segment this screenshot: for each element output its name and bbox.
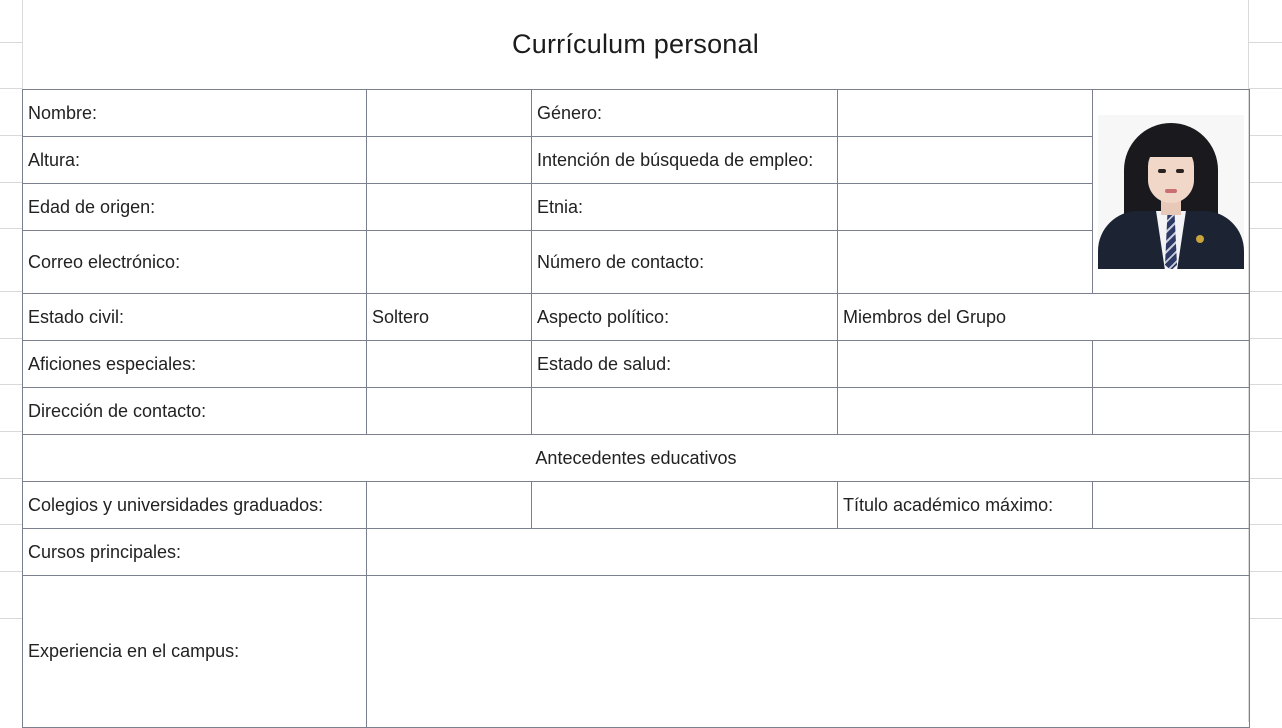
name-value[interactable] <box>367 90 532 137</box>
political-value[interactable]: Miembros del Grupo <box>838 294 1250 341</box>
height-value[interactable] <box>367 137 532 184</box>
email-value[interactable] <box>367 231 532 294</box>
table-row <box>23 294 1250 341</box>
table-row <box>23 137 1250 184</box>
table-row <box>23 576 1250 728</box>
portrait-photo <box>1098 115 1244 269</box>
table-row <box>23 388 1250 435</box>
courses-label[interactable]: Cursos principales: <box>23 529 367 576</box>
table-row <box>23 341 1250 388</box>
table-row <box>23 482 1250 529</box>
table-row <box>23 184 1250 231</box>
degree-value[interactable] <box>1093 482 1250 529</box>
political-label[interactable]: Aspecto político: <box>532 294 838 341</box>
phone-label[interactable]: Número de contacto: <box>532 231 838 294</box>
height-label[interactable]: Altura: <box>23 137 367 184</box>
hobbies-label[interactable]: Aficiones especiales: <box>23 341 367 388</box>
education-section-header[interactable]: Antecedentes educativos <box>23 435 1250 482</box>
gender-label[interactable]: Género: <box>532 90 838 137</box>
email-label[interactable]: Correo electrónico: <box>23 231 367 294</box>
campus-experience-value[interactable] <box>367 576 1250 728</box>
document-title[interactable]: Currículum personal <box>512 29 759 59</box>
empty-cell[interactable] <box>532 388 838 435</box>
job-intention-label[interactable]: Intención de búsqueda de empleo: <box>532 137 838 184</box>
schools-value[interactable] <box>367 482 532 529</box>
phone-value[interactable] <box>838 231 1093 294</box>
origin-age-value[interactable] <box>367 184 532 231</box>
health-value[interactable] <box>838 341 1093 388</box>
gender-value[interactable] <box>838 90 1093 137</box>
ethnicity-value[interactable] <box>838 184 1093 231</box>
table-row <box>23 529 1250 576</box>
marital-status-value[interactable]: Soltero <box>367 294 532 341</box>
schools-label[interactable]: Colegios y universidades graduados: <box>23 482 367 529</box>
ethnicity-label[interactable]: Etnia: <box>532 184 838 231</box>
degree-label[interactable]: Título académico máximo: <box>838 482 1093 529</box>
table-row <box>23 90 1250 137</box>
empty-cell[interactable] <box>1093 341 1250 388</box>
name-label[interactable]: Nombre: <box>23 90 367 137</box>
origin-age-label[interactable]: Edad de origen: <box>23 184 367 231</box>
photo-cell[interactable] <box>1093 90 1250 294</box>
table-row <box>23 231 1250 294</box>
resume-table <box>22 89 1250 728</box>
table-row <box>23 435 1250 482</box>
empty-cell[interactable] <box>838 388 1093 435</box>
health-label[interactable]: Estado de salud: <box>532 341 838 388</box>
address-value[interactable] <box>367 388 532 435</box>
address-label[interactable]: Dirección de contacto: <box>23 388 367 435</box>
hobbies-value[interactable] <box>367 341 532 388</box>
campus-experience-label[interactable]: Experiencia en el campus: <box>23 576 367 728</box>
marital-status-label[interactable]: Estado civil: <box>23 294 367 341</box>
empty-cell[interactable] <box>1093 388 1250 435</box>
courses-value[interactable] <box>367 529 1250 576</box>
job-intention-value[interactable] <box>838 137 1093 184</box>
empty-cell[interactable] <box>532 482 838 529</box>
